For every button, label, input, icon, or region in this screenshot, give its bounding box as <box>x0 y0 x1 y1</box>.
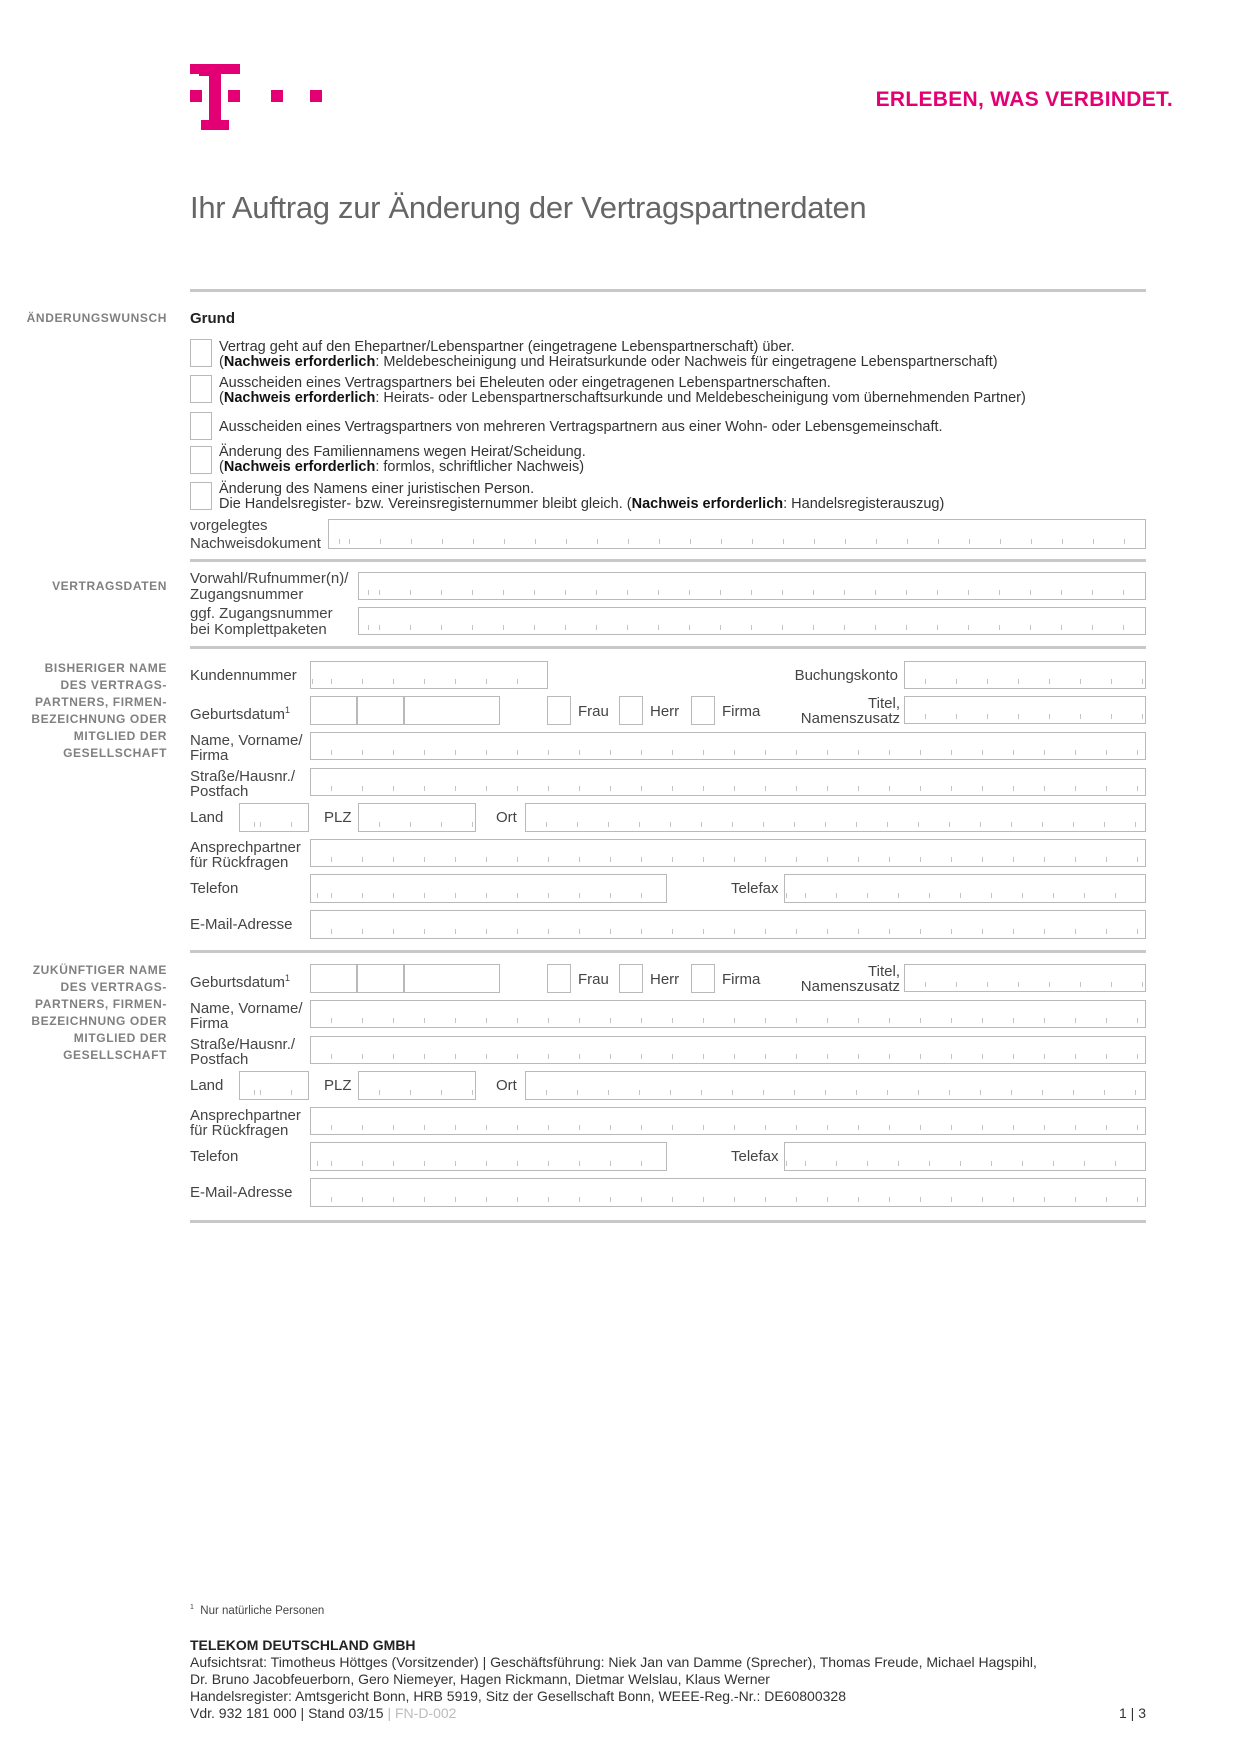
firma-label: Firma <box>722 703 761 720</box>
divider <box>190 950 1146 953</box>
footer-line: Aufsichtsrat: Timotheus Höttges (Vorsitzender) | Geschäftsführung: Niek Jan van Damme (Sprecher), Thomas Freude, Michael Hagspihl, <box>190 1654 1037 1670</box>
firma-checkbox[interactable] <box>691 964 715 993</box>
footer-line: Dr. Bruno Jacobfeuerborn, Gero Niemeyer, Hagen Rickmann, Dietmar Welslau, Klaus Werner <box>190 1671 770 1687</box>
access-number-input[interactable] <box>358 607 1146 635</box>
birthdate-day-input[interactable] <box>310 964 357 993</box>
title-input[interactable] <box>904 696 1146 724</box>
divider <box>190 1220 1146 1223</box>
reason-checkbox-5[interactable] <box>190 482 212 510</box>
country-input[interactable] <box>239 803 309 832</box>
title-label: Titel, Namenszusatz <box>800 695 900 727</box>
contact-input[interactable] <box>310 839 1146 867</box>
side-label-change: ÄNDERUNGSWUNSCH <box>26 311 167 325</box>
title-label: Titel, Namenszusatz <box>800 963 900 995</box>
reason-heading: Grund <box>190 310 235 327</box>
footer-line: Handelsregister: Amtsgericht Bonn, HRB 5919, Sitz der Gesellschaft Bonn, WEEE-Reg.-Nr.: DE60800328 <box>190 1688 846 1704</box>
country-label: Land <box>190 809 224 826</box>
phone-number-label: Vorwahl/Rufnummer(n)/ Zugangsnummer <box>190 570 349 603</box>
city-label: Ort <box>496 1077 517 1094</box>
email-label: E-Mail-Adresse <box>190 916 293 933</box>
city-input[interactable] <box>525 1071 1146 1100</box>
city-input[interactable] <box>525 803 1146 832</box>
birthdate-month-input[interactable] <box>357 696 404 725</box>
contact-label: Ansprechpartner für Rückfragen <box>190 839 301 871</box>
firma-label: Firma <box>722 971 761 988</box>
reason-option-5: Änderung des Namens einer juristischen Person. Die Handelsregister- bzw. Vereinsregisternummer bleibt gleich. (Nachweis erforderlich: Handelsregisterauszug) <box>219 481 945 512</box>
customer-number-label: Kundennummer <box>190 667 297 684</box>
city-label: Ort <box>496 809 517 826</box>
reason-option-4: Änderung des Familiennamens wegen Heirat/Scheidung. (Nachweis erforderlich: formlos, schriftlicher Nachweis) <box>219 444 586 475</box>
side-label-future: ZUKÜNFTIGER NAME DES VERTRAGS- PARTNERS, FIRMEN- BEZEICHNUNG ODER MITGLIED DER GESELLSCHAFT <box>31 963 167 1062</box>
street-label: Straße/Hausnr./ Postfach <box>190 1036 296 1068</box>
footer-company: TELEKOM DEUTSCHLAND GMBH <box>190 1637 416 1653</box>
street-label: Straße/Hausnr./ Postfach <box>190 768 296 800</box>
reason-checkbox-2[interactable] <box>190 375 212 403</box>
telekom-logo <box>190 64 330 132</box>
herr-label: Herr <box>650 703 680 720</box>
access-number-label: ggf. Zugangsnummer bei Komplettpaketen <box>190 605 333 638</box>
street-input[interactable] <box>310 768 1146 796</box>
customer-number-input[interactable] <box>310 661 548 689</box>
reason-option-1: Vertrag geht auf den Ehepartner/Lebenspartner (eingetragene Lebenspartnerschaft) über. (Nachweis erforderlich: Meldebescheinigung und Heiratsurkunde oder Nachweis für eingetragene Lebenspartnerschaft) <box>219 339 998 370</box>
zip-input[interactable] <box>358 803 476 832</box>
email-input[interactable] <box>310 910 1146 939</box>
birthdate-day-input[interactable] <box>310 696 357 725</box>
footnote: $^1$ Nur natürliche Personen <box>190 1604 325 1617</box>
name-input[interactable] <box>310 1000 1146 1028</box>
footer-line: Vdr. 932 181 000 | Stand 03/15 | FN-D-002 <box>190 1705 457 1721</box>
page-title: Ihr Auftrag zur Änderung der Vertragspartnerdaten <box>190 190 867 225</box>
zip-label: PLZ <box>324 1077 352 1094</box>
fax-input[interactable] <box>784 1142 1146 1171</box>
divider <box>190 289 1146 292</box>
divider <box>190 559 1146 562</box>
frau-label: Frau <box>578 971 609 988</box>
phone-input[interactable] <box>310 874 667 903</box>
street-input[interactable] <box>310 1036 1146 1064</box>
document-label: vorgelegtes Nachweisdokument <box>190 517 321 552</box>
side-label-contract: VERTRAGSDATEN <box>52 579 167 593</box>
herr-checkbox[interactable] <box>619 696 643 725</box>
footer <box>190 1637 1037 1722</box>
frau-checkbox[interactable] <box>547 696 571 725</box>
title-input[interactable] <box>904 964 1146 992</box>
country-label: Land <box>190 1077 224 1094</box>
frau-label: Frau <box>578 703 609 720</box>
contact-input[interactable] <box>310 1107 1146 1135</box>
phone-input[interactable] <box>310 1142 667 1171</box>
document-input[interactable] <box>328 519 1146 549</box>
birthdate-year-input[interactable] <box>404 964 500 993</box>
fax-label: Telefax <box>731 880 779 897</box>
email-label: E-Mail-Adresse <box>190 1184 293 1201</box>
brand-slogan: ERLEBEN, WAS VERBINDET. <box>875 88 1173 111</box>
birthdate-year-input[interactable] <box>404 696 500 725</box>
frau-checkbox[interactable] <box>547 964 571 993</box>
fax-label: Telefax <box>731 1148 779 1165</box>
form-code: | FN-D-002 <box>387 1705 457 1721</box>
phone-label: Telefon <box>190 880 239 897</box>
side-label-previous: BISHERIGER NAME DES VERTRAGS- PARTNERS, FIRMEN- BEZEICHNUNG ODER MITGLIED DER GESELLSCHAFT <box>31 661 167 760</box>
reason-checkbox-1[interactable] <box>190 339 212 367</box>
zip-label: PLZ <box>324 809 352 826</box>
name-label: Name, Vorname/ Firma <box>190 1000 303 1032</box>
birthdate-label: Geburtsdatum$^1$ <box>190 705 291 723</box>
booking-account-label: Buchungskonto <box>794 667 898 684</box>
contact-label: Ansprechpartner für Rückfragen <box>190 1107 301 1139</box>
herr-label: Herr <box>650 971 680 988</box>
booking-account-input[interactable] <box>904 661 1146 689</box>
country-input[interactable] <box>239 1071 309 1100</box>
fax-input[interactable] <box>784 874 1146 903</box>
reason-option-2: Ausscheiden eines Vertragspartners bei Eheleuten oder eingetragenen Lebenspartnerschaften. (Nachweis erforderlich: Heirats- oder Lebenspartnerschaftsurkunde und Meldebescheinigung vom übernehmenden Partner) <box>219 375 1026 406</box>
page-number: 1 | 3 <box>1119 1705 1146 1721</box>
divider <box>190 646 1146 649</box>
reason-checkbox-3[interactable] <box>190 412 212 440</box>
zip-input[interactable] <box>358 1071 476 1100</box>
birthdate-label: Geburtsdatum$^1$ <box>190 973 291 991</box>
phone-number-input[interactable] <box>358 572 1146 600</box>
name-input[interactable] <box>310 732 1146 760</box>
reason-option-3: Ausscheiden eines Vertragspartners von mehreren Vertragspartnern aus einer Wohn- oder Lebensgemeinschaft. <box>219 419 943 435</box>
name-label: Name, Vorname/ Firma <box>190 732 303 764</box>
reason-checkbox-4[interactable] <box>190 446 212 474</box>
email-input[interactable] <box>310 1178 1146 1207</box>
herr-checkbox[interactable] <box>619 964 643 993</box>
birthdate-month-input[interactable] <box>357 964 404 993</box>
phone-label: Telefon <box>190 1148 239 1165</box>
firma-checkbox[interactable] <box>691 696 715 725</box>
